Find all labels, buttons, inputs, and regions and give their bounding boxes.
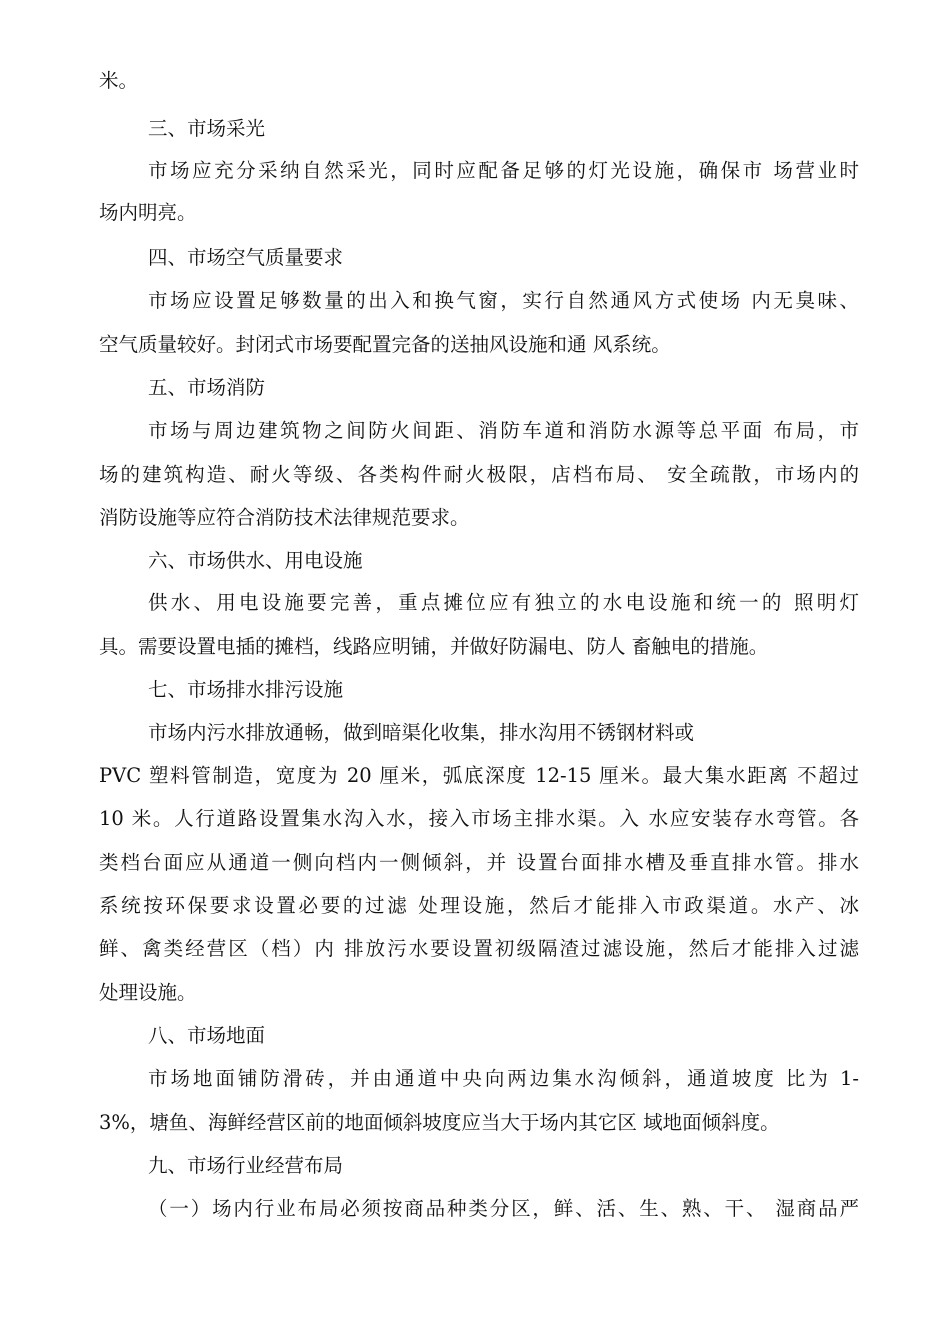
text-line: 处理设施。 [99,981,197,1004]
section-heading: 四、市场空气质量要求 [148,246,344,269]
text-line: （一）场内行业布局必须按商品种类分区，鲜、活、生、熟、干、 湿商品严 [148,1197,859,1220]
text-line: 米。 [99,69,139,92]
text-line: 具。需要设置电插的摊档，线路应明铺，并做好防漏电、防人 畜触电的措施。 [99,635,769,658]
text-line: 系统按环保要求设置必要的过滤 处理设施，然后才能排入市政渠道。水产、冰 [99,894,859,917]
section-heading: 八、市场地面 [148,1024,266,1047]
text-line: 3%，塘鱼、海鲜经营区前的地面倾斜坡度应当大于场内其它区 域地面倾斜度。 [99,1111,780,1134]
text-line: 消防设施等应符合消防技术法律规范要求。 [99,506,470,529]
text-line: 供水、用电设施要完善，重点摊位应有独立的水电设施和统一的 照明灯 [148,591,859,614]
text-line: 场的建筑构造、耐火等级、各类构件耐火极限，店档布局、 安全疏散，市场内的 [99,463,859,486]
section-heading: 五、市场消防 [148,376,266,399]
text-line: 空气质量较好。封闭式市场要配置完备的送抽风设施和通 风系统。 [99,333,671,356]
section-heading: 九、市场行业经营布局 [148,1154,344,1177]
text-line: 场内明亮。 [99,201,197,224]
text-line: 市场地面铺防滑砖，并由通道中央向两边集水沟倾斜，通道坡度 比为 1- [148,1067,859,1090]
section-heading: 六、市场供水、用电设施 [148,549,363,572]
text-line: 10 米。人行道路设置集水沟入水，接入市场主排水渠。入 水应安装存水弯管。各 [99,807,859,830]
text-line: 市场内污水排放通畅，做到暗渠化收集，排水沟用不锈钢材料或 [148,721,695,744]
text-line: 鲜、禽类经营区（档）内 排放污水要设置初级隔渣过滤设施，然后才能排入过滤 [99,937,859,960]
text-line: 市场应设置足够数量的出入和换气窗，实行自然通风方式使场 内无臭味、 [148,289,859,312]
section-heading: 三、市场采光 [148,117,266,140]
text-line: 类档台面应从通道一侧向档内一侧倾斜，并 设置台面排水槽及垂直排水管。排水 [99,851,859,874]
text-line: 市场与周边建筑物之间防火间距、消防车道和消防水源等总平面 布局，市 [148,419,859,442]
text-line: 市场应充分采纳自然采光，同时应配备足够的灯光设施，确保市 场营业时 [148,159,859,182]
text-line: PVC 塑料管制造，宽度为 20 厘米，弧底深度 12-15 厘米。最大集水距离 不超过 [99,764,859,787]
section-heading: 七、市场排水排污设施 [148,678,344,701]
